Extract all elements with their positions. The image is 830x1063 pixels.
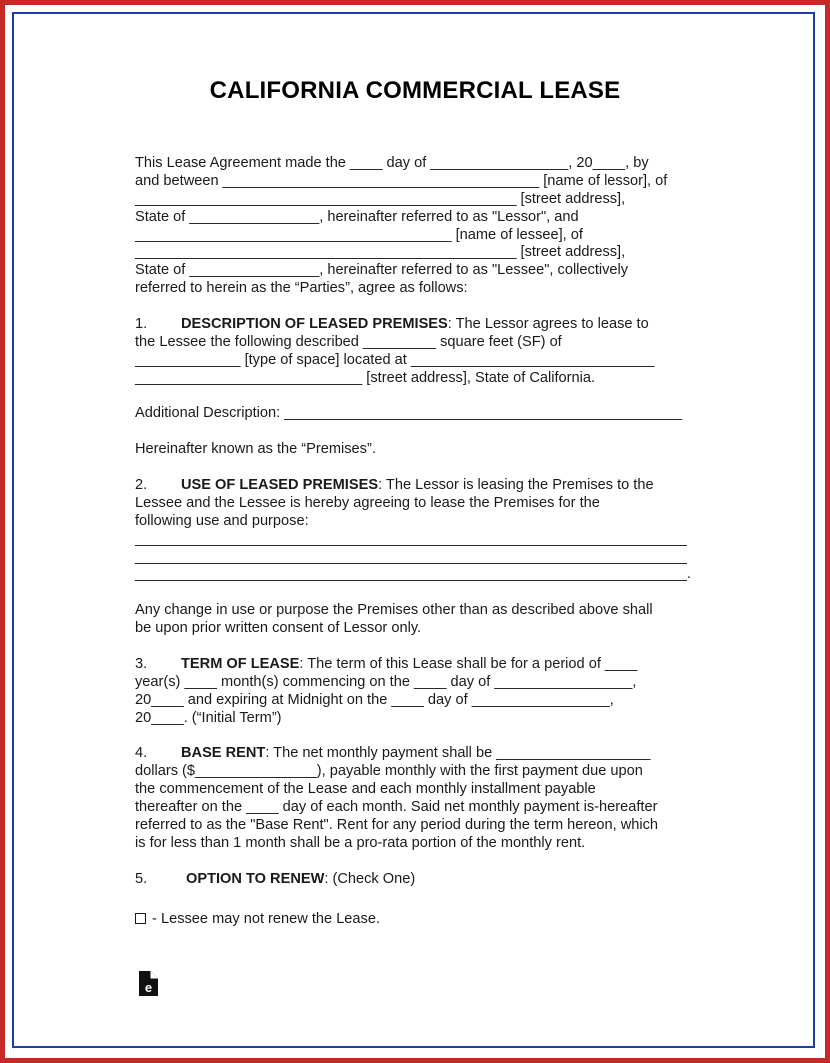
section-5-heading-line — [135, 871, 700, 889]
section-number: 2. — [135, 477, 148, 494]
section-heading: DESCRIPTION OF LEASED PREMISES — [181, 316, 448, 333]
section-3-line: 20____ and expiring at Midnight on the ____ day of _________________, — [135, 691, 614, 708]
section-text: : The Lessor agrees to lease to — [447, 316, 649, 333]
document-e-icon — [139, 971, 158, 996]
intro-line: referred to herein as the “Parties”, agree as follows: — [135, 280, 468, 297]
document-body — [135, 155, 700, 928]
blank-line: ____________________________________________________________________. — [135, 566, 691, 583]
intro-line: State of ________________, hereinafter referred to as "Lessee", collectively — [135, 262, 629, 279]
intro-line: and between _______________________________________ [name of lessor], of — [135, 172, 668, 189]
section-number: 4. — [135, 745, 148, 762]
section-text: : (Check One) — [324, 870, 416, 887]
section-3-line: 20____. (“Initial Term”) — [135, 709, 282, 726]
section-4-line: the commencement of the Lease and each monthly installment payable — [135, 781, 596, 798]
page-title: CALIFORNIA COMMERCIAL LEASE — [209, 77, 621, 104]
blank-line: ____________________________________________________________________ — [135, 548, 687, 565]
section-text: : The term of this Lease shall be for a period of ____ — [299, 655, 638, 672]
section-text: : The net monthly payment shall be ___________________ — [265, 745, 651, 762]
premises-definition: Hereinafter known as the “Premises”. — [135, 441, 376, 458]
section-2-change-line: Any change in use or purpose the Premises other than as described above shall — [135, 602, 653, 619]
section-heading: USE OF LEASED PREMISES — [181, 477, 379, 494]
section-2-line: following use and purpose: — [135, 512, 309, 529]
intro-line: State of ________________, hereinafter referred to as "Lessor", and — [135, 208, 579, 225]
section-4-line: referred to as the "Base Rent". Rent for any period during the term hereon, which — [135, 816, 659, 833]
section-3-heading-line — [135, 656, 700, 674]
section-4-line: thereafter on the ____ day of each month. Said net monthly payment is-hereafter — [135, 799, 658, 816]
intro-line: _______________________________________________ [street address], — [135, 190, 626, 207]
intro-line: _______________________________________ [name of lessee], of — [135, 226, 583, 243]
section-2-line: Lessee and the Lessee is hereby agreeing to lease the Premises for the — [135, 494, 600, 511]
section-number: 3. — [135, 655, 148, 672]
section-heading: OPTION TO RENEW — [186, 870, 325, 887]
section-1-heading-line — [135, 316, 700, 334]
renew-option — [135, 911, 700, 929]
section-3-line: year(s) ____ month(s) commencing on the ____ day of _________________, — [135, 673, 637, 690]
section-1-line: the Lessee the following described _________ square feet (SF) of — [135, 333, 562, 350]
renew-option-label: - Lessee may not renew the Lease. — [148, 910, 381, 927]
section-4-line: is for less than 1 month shall be a pro-rata portion of the monthly rent. — [135, 834, 586, 851]
section-4-heading-line — [135, 745, 700, 763]
section-number: 5. — [135, 870, 148, 887]
additional-description: Additional Description: _________________________________________________ — [135, 405, 682, 422]
section-2-change-line: be upon prior written consent of Lessor only. — [135, 620, 422, 637]
blank-line: ____________________________________________________________________ — [135, 530, 687, 547]
section-number: 1. — [135, 316, 148, 333]
svg-text:e: e — [144, 980, 153, 995]
checkbox-icon[interactable] — [135, 913, 146, 924]
intro-line: This Lease Agreement made the ____ day of _________________, 20____, by — [135, 155, 649, 171]
section-text: : The Lessor is leasing the Premises to the — [378, 477, 654, 494]
section-heading: TERM OF LEASE — [181, 655, 300, 672]
intro-line: _______________________________________________ [street address], — [135, 244, 626, 261]
section-1-line: ____________________________ [street address], State of California. — [135, 369, 596, 386]
section-4-line: dollars ($_______________), payable monthly with the first payment due upon — [135, 763, 643, 780]
section-heading: BASE RENT — [181, 745, 266, 762]
section-1-line: _____________ [type of space] located at ______________________________ — [135, 351, 655, 368]
section-2-heading-line — [135, 477, 700, 495]
